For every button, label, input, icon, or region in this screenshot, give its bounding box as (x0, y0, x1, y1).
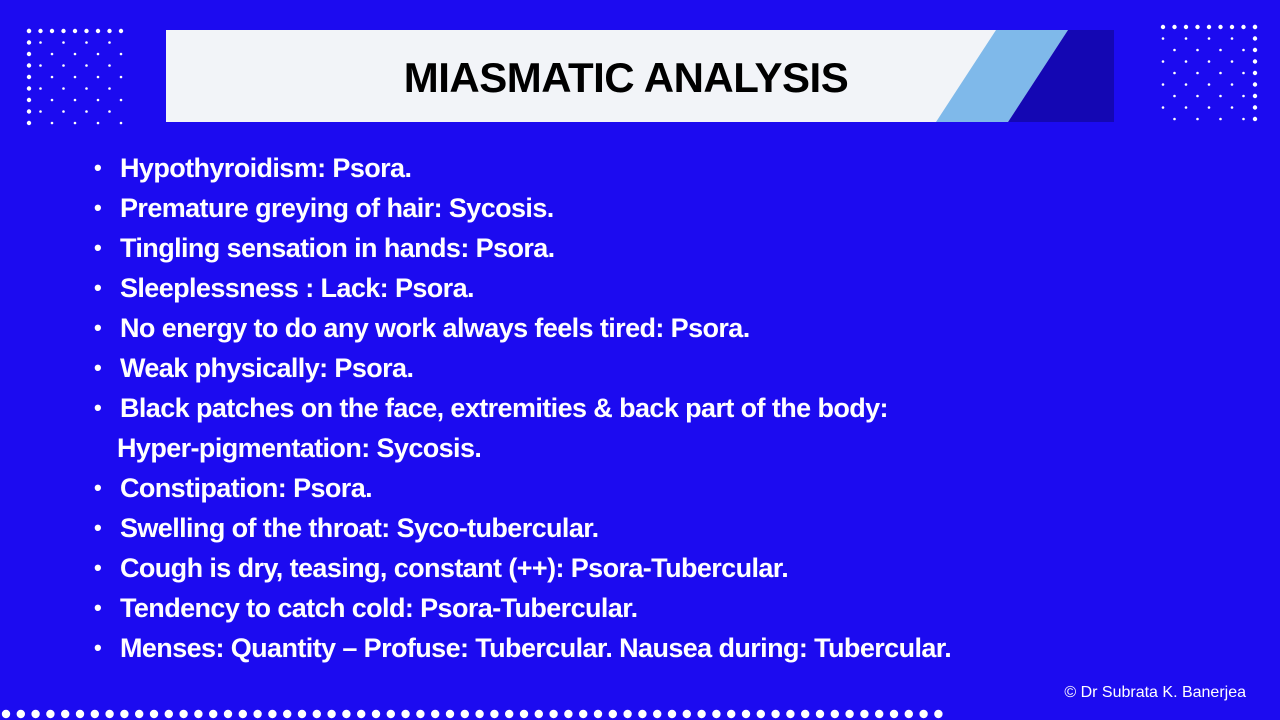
list-item (94, 628, 1094, 668)
decorative-dot (165, 710, 173, 718)
decorative-dot (62, 110, 65, 113)
decorative-dot (461, 710, 469, 718)
decorative-dot (1219, 49, 1222, 52)
decorative-dot (816, 710, 824, 718)
decorative-dot (1219, 95, 1222, 98)
decorative-dot (105, 710, 113, 718)
decorative-dot (51, 53, 54, 56)
decorative-dot (73, 29, 77, 33)
decorative-dot (62, 87, 65, 90)
decorative-dot (107, 29, 111, 33)
decorative-dot (135, 710, 143, 718)
dotted-divider (0, 706, 960, 720)
decorative-dot (742, 710, 750, 718)
bullet-glyph: • (94, 315, 102, 340)
decorative-dot (1208, 83, 1211, 86)
list-item (94, 188, 1094, 228)
decorative-dot (51, 99, 54, 102)
decorative-dot (253, 710, 261, 718)
decorative-dot (801, 710, 809, 718)
decorative-dot (62, 64, 65, 67)
list-item-text: Cough is dry, teasing, constant (++): Psora-Tubercular. (120, 553, 789, 583)
list-item (94, 148, 1094, 188)
list-item (94, 228, 1094, 268)
decorative-dot (209, 710, 217, 718)
list-item (94, 508, 1094, 548)
decorative-dot (1196, 72, 1199, 75)
decorative-dot (74, 76, 77, 79)
decorative-dot (74, 99, 77, 102)
decorative-dot (1162, 83, 1165, 86)
decorative-dot (119, 29, 123, 33)
decorative-dot (39, 41, 42, 44)
decorative-dot (1195, 25, 1199, 29)
list-item-text: Menses: Quantity – Profuse: Tubercular. Nausea during: Tubercular. (120, 633, 952, 663)
list-item-text: Tendency to catch cold: Psora-Tubercular. (120, 593, 638, 623)
decorative-dot (1253, 82, 1257, 86)
decorative-dot (39, 87, 42, 90)
decorative-dot (27, 75, 31, 79)
decorative-dot (1208, 37, 1211, 40)
decorative-dot (179, 710, 187, 718)
decorative-dot (757, 710, 765, 718)
decorative-dot (490, 710, 498, 718)
decorative-dot (74, 122, 77, 125)
list-item-text: Swelling of the throat: Syco-tubercular. (120, 513, 599, 543)
decorative-dot (108, 64, 111, 67)
decorative-dot (416, 710, 424, 718)
decorative-dot (96, 29, 100, 33)
decorative-dot (1242, 118, 1245, 121)
decorative-dot (194, 710, 202, 718)
decorative-dot (431, 710, 439, 718)
bullet-glyph: • (94, 635, 102, 660)
decorative-dot (27, 40, 31, 44)
decorative-dot (1253, 59, 1257, 63)
list-item (94, 588, 1094, 628)
decorative-dot (1185, 83, 1188, 86)
decorative-dot (357, 710, 365, 718)
list-item-text: Black patches on the face, extremities & back part of the body: (120, 393, 888, 423)
decorative-dot (327, 710, 335, 718)
decorative-dot (1208, 106, 1211, 109)
decorative-dot (1231, 37, 1234, 40)
decorative-dot (120, 99, 123, 102)
decorative-dot (108, 41, 111, 44)
decorative-dot (638, 710, 646, 718)
decorative-dot (17, 710, 25, 718)
list-item-text: No energy to do any work always feels tired: Psora. (120, 313, 750, 343)
decorative-dot (860, 710, 868, 718)
decorative-dot (831, 710, 839, 718)
decorative-dot (564, 710, 572, 718)
decorative-dot (120, 53, 123, 56)
list-item-text: Constipation: Psora. (120, 473, 373, 503)
bullet-glyph: • (94, 155, 102, 180)
decorative-dot (76, 710, 84, 718)
decorative-dot (51, 76, 54, 79)
decorative-dot (609, 710, 617, 718)
decorative-dot (27, 52, 31, 56)
decorative-dot (38, 29, 42, 33)
list-item-text: Hyper-pigmentation: Sycosis. (117, 433, 482, 463)
decorative-dot (1173, 72, 1176, 75)
bullet-glyph: • (94, 515, 102, 540)
decorative-dot (1173, 118, 1176, 121)
decorative-dot (91, 710, 99, 718)
list-item (94, 308, 1094, 348)
decorative-dot (97, 122, 100, 125)
decorative-dot (1253, 105, 1257, 109)
decorative-dot (549, 710, 557, 718)
decorative-dot (224, 710, 232, 718)
decorative-dot (1162, 106, 1165, 109)
decorative-dot (283, 710, 291, 718)
decorative-dot (1242, 49, 1245, 52)
decorative-dot (1253, 48, 1257, 52)
decorative-dot (150, 710, 158, 718)
decorative-dot (1173, 95, 1176, 98)
decorative-dot (1219, 118, 1222, 121)
decorative-dot (39, 110, 42, 113)
bullet-glyph: • (94, 235, 102, 260)
decorative-dot (535, 710, 543, 718)
decorative-dot (1231, 60, 1234, 63)
decorative-dot (85, 110, 88, 113)
decorative-dot (1185, 106, 1188, 109)
decorative-dot (120, 76, 123, 79)
decorative-dot (771, 710, 779, 718)
list-item-text: Weak physically: Psora. (120, 353, 414, 383)
decorative-dot (1230, 25, 1234, 29)
decorative-dot (905, 710, 913, 718)
decorative-dot (520, 710, 528, 718)
decorative-dot (97, 99, 100, 102)
decorative-dot (372, 710, 380, 718)
decorative-dot (108, 87, 111, 90)
decorative-dot (27, 121, 31, 125)
decorative-dot (31, 710, 39, 718)
decorative-dot (1219, 72, 1222, 75)
decorative-dot (268, 710, 276, 718)
decorative-dot (85, 64, 88, 67)
bullet-glyph: • (94, 395, 102, 420)
decorative-dot (120, 710, 128, 718)
list-item-text: Hypothyroidism: Psora. (120, 153, 412, 183)
bullet-glyph: • (94, 475, 102, 500)
decorative-dot (505, 710, 513, 718)
decorative-dot (50, 29, 54, 33)
decorative-dot (1185, 37, 1188, 40)
decorative-dot (594, 710, 602, 718)
decorative-dot (1253, 94, 1257, 98)
decorative-dot (239, 710, 247, 718)
decorative-dot (579, 710, 587, 718)
decorative-dot (875, 710, 883, 718)
decorative-dot (85, 87, 88, 90)
page-title: MIASMATIC ANALYSIS (403, 54, 849, 101)
list-item (94, 468, 1094, 508)
dot-grid-top-right (1158, 22, 1258, 122)
decorative-dot (475, 710, 483, 718)
title-banner (166, 30, 1114, 122)
decorative-dot (1253, 71, 1257, 75)
decorative-dot (623, 710, 631, 718)
bullet-glyph: • (94, 195, 102, 220)
list-item (94, 388, 1094, 428)
decorative-dot (934, 710, 942, 718)
list-item-text: Premature greying of hair: Sycosis. (120, 193, 554, 223)
list-item (94, 548, 1094, 588)
bullet-glyph: • (94, 275, 102, 300)
copyright-text: © Dr Subrata K. Banerjea (1064, 684, 1246, 701)
decorative-dot (727, 710, 735, 718)
decorative-dot (1218, 25, 1222, 29)
decorative-dot (27, 86, 31, 90)
decorative-dot (845, 710, 853, 718)
decorative-dot (27, 63, 31, 67)
decorative-dot (97, 76, 100, 79)
decorative-dot (1242, 95, 1245, 98)
decorative-dot (1196, 118, 1199, 121)
list-item-continuation (94, 428, 1094, 468)
bullet-glyph: • (94, 595, 102, 620)
decorative-dot (712, 710, 720, 718)
decorative-dot (1173, 49, 1176, 52)
list-item-text: Tingling sensation in hands: Psora. (120, 233, 555, 263)
decorative-dot (786, 710, 794, 718)
decorative-dot (97, 53, 100, 56)
dot-grid-top-left (24, 26, 124, 126)
decorative-dot (1184, 25, 1188, 29)
decorative-dot (342, 710, 350, 718)
decorative-dot (1241, 25, 1245, 29)
decorative-dot (653, 710, 661, 718)
decorative-dot (61, 29, 65, 33)
decorative-dot (74, 53, 77, 56)
bullet-glyph: • (94, 555, 102, 580)
decorative-dot (683, 710, 691, 718)
decorative-dot (387, 710, 395, 718)
decorative-dot (1208, 60, 1211, 63)
bullet-list (94, 148, 1094, 668)
decorative-dot (1162, 37, 1165, 40)
decorative-dot (313, 710, 321, 718)
decorative-dot (1242, 72, 1245, 75)
decorative-dot (890, 710, 898, 718)
decorative-dot (1172, 25, 1176, 29)
decorative-dot (1253, 25, 1257, 29)
decorative-dot (120, 122, 123, 125)
list-item-text: Sleeplessness : Lack: Psora. (120, 273, 474, 303)
decorative-dot (85, 41, 88, 44)
decorative-dot (108, 110, 111, 113)
decorative-dot (401, 710, 409, 718)
decorative-dot (446, 710, 454, 718)
decorative-dot (697, 710, 705, 718)
decorative-dot (919, 710, 927, 718)
decorative-dot (51, 122, 54, 125)
decorative-dot (84, 29, 88, 33)
decorative-dot (27, 109, 31, 113)
decorative-dot (62, 41, 65, 44)
decorative-dot (1196, 95, 1199, 98)
decorative-dot (668, 710, 676, 718)
decorative-dot (46, 710, 54, 718)
decorative-dot (1231, 106, 1234, 109)
decorative-dot (1253, 36, 1257, 40)
decorative-dot (39, 64, 42, 67)
decorative-dot (298, 710, 306, 718)
decorative-dot (1253, 117, 1257, 121)
decorative-dot (1196, 49, 1199, 52)
decorative-dot (27, 98, 31, 102)
decorative-dot (1231, 83, 1234, 86)
list-item (94, 268, 1094, 308)
decorative-dot (1161, 25, 1165, 29)
decorative-dot (2, 710, 10, 718)
decorative-dot (1207, 25, 1211, 29)
decorative-dot (1185, 60, 1188, 63)
bullet-glyph: • (94, 355, 102, 380)
decorative-dot (61, 710, 69, 718)
decorative-dot (27, 29, 31, 33)
decorative-dot (1162, 60, 1165, 63)
list-item (94, 348, 1094, 388)
